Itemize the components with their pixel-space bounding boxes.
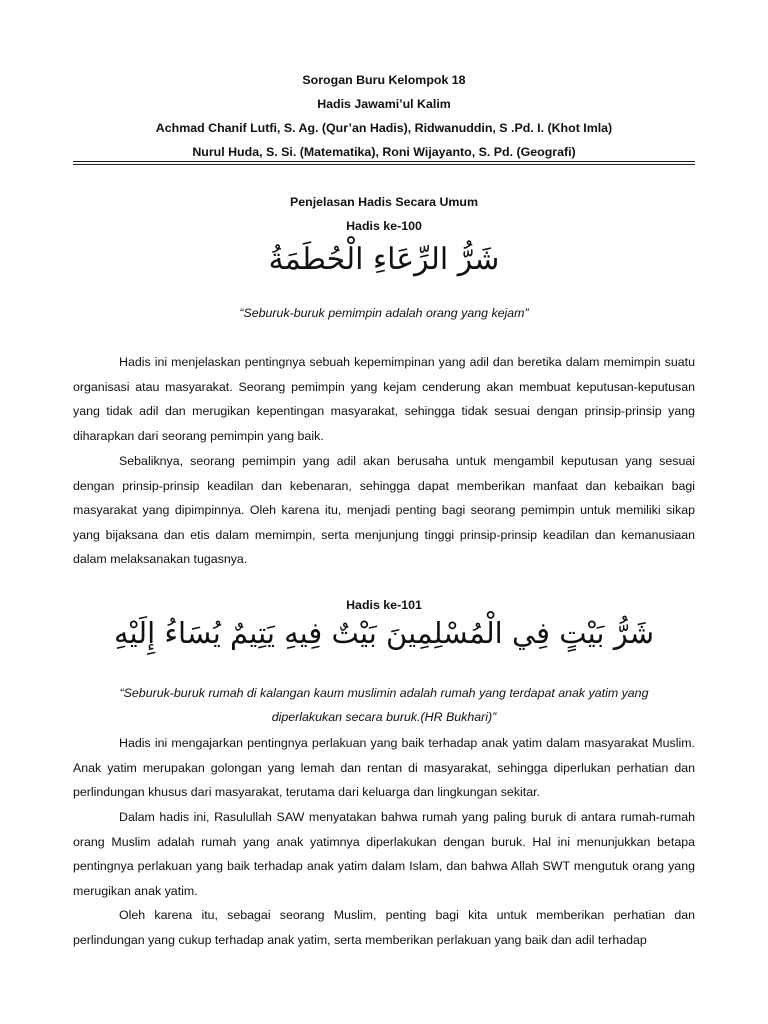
hadis-100-paragraph-1: Hadis ini menjelaskan pentingnya sebuah kepemimpinan yang adil dan beretika dalam memimpin suatu organisasi atau masyarakat. Seorang pemimpin yang kejam cenderung akan membuat keputusan-keputusan yang tidak adil dan merugikan kepentingan masyarakat, sehingga tidak sesuai dengan prinsip-prinsip yang diharapkan dari seorang pemimpin yang baik. xyxy=(73,355,695,443)
document-header xyxy=(0,68,768,164)
header-divider-bottom xyxy=(73,164,695,165)
header-divider-top xyxy=(73,161,695,162)
hadis-101-translation-line1: “Seburuk-buruk rumah di kalangan kaum muslimin adalah rumah yang terdapat anak yatim yang xyxy=(119,686,649,700)
hadis-101-title: Hadis ke-101 xyxy=(346,598,422,612)
header-subject-title: Hadis Jawami’ul Kalim xyxy=(317,97,451,111)
hadis-101-paragraph-2: Dalam hadis ini, Rasulullah SAW menyatakan bahwa rumah yang paling buruk di antara rumah-rumah orang Muslim adalah rumah yang anak yatimnya diperlakukan dengan buruk. Hal ini menunjukkan betapa pentingnya perlakuan yang baik terhadap anak yatim dalam Islam, dan bahwa Allah SWT mengutuk orang yang merugikan anak yatim. xyxy=(73,810,695,898)
hadis-101-arabic: شَرُّ بَيْتٍ فِي الْمُسْلِمِينَ بَيْتٌ فِيهِ يَتِيمٌ يُسَاءُ إِلَيْهِ xyxy=(113,616,655,650)
header-group-title: Sorogan Buru Kelompok 18 xyxy=(302,73,466,87)
hadis-100-title: Hadis ke-100 xyxy=(346,219,422,233)
hadis-100-translation: “Seburuk-buruk pemimpin adalah orang yang kejam” xyxy=(239,306,529,320)
hadis-101-translation-line2: diperlakukan secara buruk.(HR Bukhari)” xyxy=(271,710,497,724)
section-title: Penjelasan Hadis Secara Umum xyxy=(289,195,478,209)
header-authors-line1: Achmad Chanif Lutfi, S. Ag. (Qur’an Hadis), Ridwanuddin, S .Pd. I. (Khot Imla) xyxy=(155,121,613,135)
hadis-100-paragraph-2: Sebaliknya, seorang pemimpin yang adil akan berusaha untuk mengambil keputusan yang sesuai dengan prinsip-prinsip keadilan dan kebenaran, sehingga dapat memberikan manfaat dan kebaikan bagi masyarakat yang dipimpinnya. Oleh karena itu, menjadi penting bagi seorang pemimpin untuk memiliki sikap yang bijaksana dan etis dalam memimpin, serta menjunjung tinggi prinsip-prinsip keadilan dan kemanusiaan dalam melaksanakan tugasnya. xyxy=(73,454,695,567)
hadis-101-paragraph-1: Hadis ini mengajarkan pentingnya perlakuan yang baik terhadap anak yatim dalam masyarakat Muslim. Anak yatim merupakan golongan yang lemah dan rentan di masyarakat, sehingga diperlukan perhatian dan perlindungan khusus dari masyarakat, terutama dari keluarga dan lingkungan sekitar. xyxy=(73,736,695,800)
hadis-101-translation xyxy=(80,681,688,729)
hadis-100-arabic: شَرُّ الرِّعَاءِ الْحُطَمَةُ xyxy=(268,242,500,277)
header-authors-line2: Nurul Huda, S. Si. (Matematika), Roni Wijayanto, S. Pd. (Geografi) xyxy=(192,145,576,159)
hadis-101-paragraph-3: Oleh karena itu, sebagai seorang Muslim, penting bagi kita untuk memberikan perhatian dan perlindungan yang cukup terhadap anak yatim, serta memberikan perlakuan yang baik dan adil terhadap xyxy=(73,908,695,947)
